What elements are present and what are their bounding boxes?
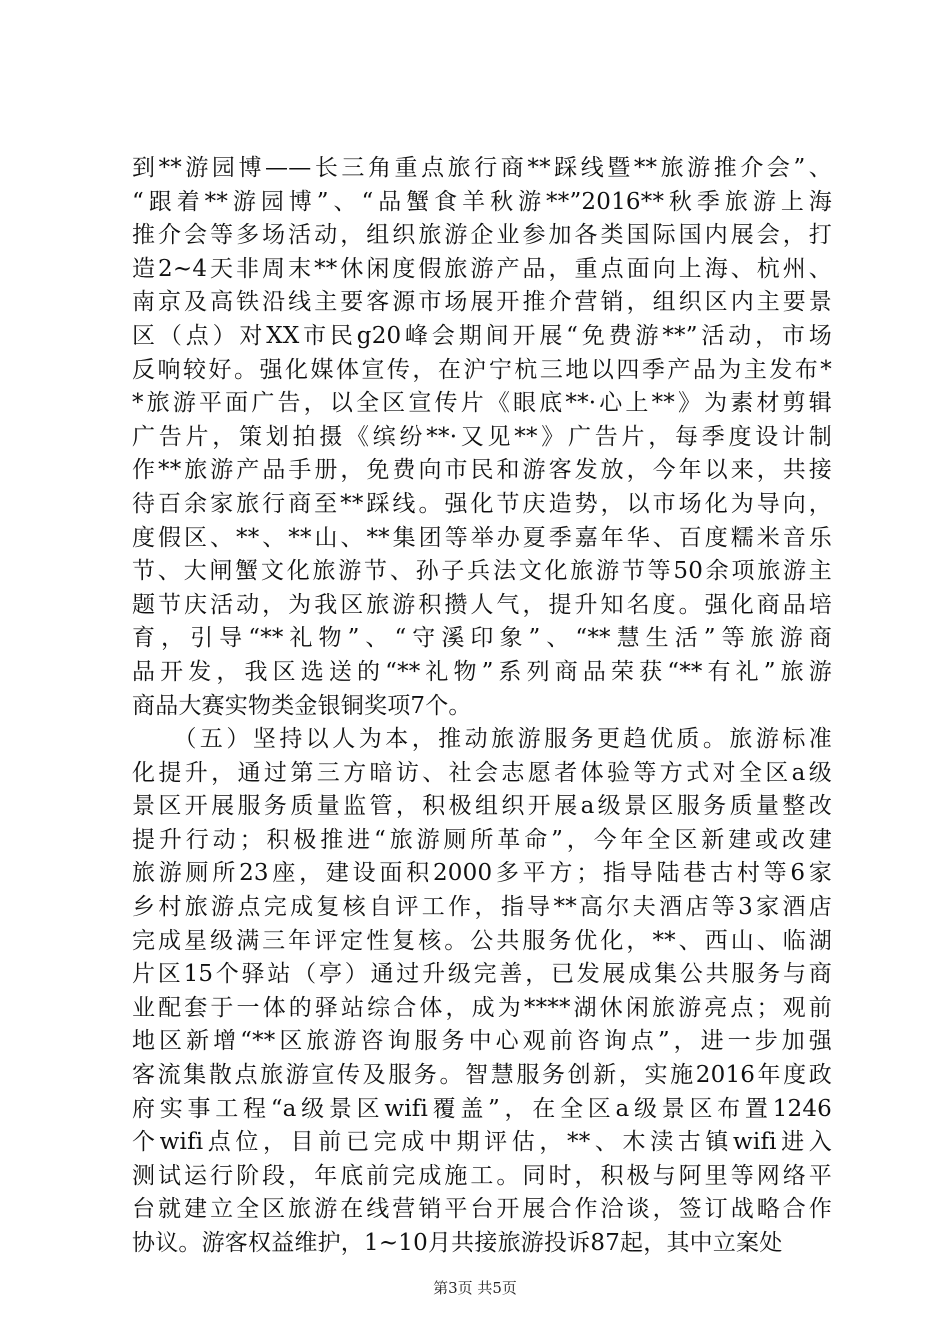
text-line: 个wifi点位，目前已完成中期评估，**、木渎古镇wifi进入 [132,1129,832,1156]
text-line: 造2~4天非周末**休闲度假旅游产品，重点面向上海、杭州、 [132,255,832,282]
text-line: 景区开展服务质量监管，积极组织开展a级景区服务质量整改 [132,793,832,820]
document-body [132,152,832,1261]
text-line: 完成星级满三年评定性复核。公共服务优化，**、西山、临湖 [132,927,832,954]
text-line: 度假区、**、**山、**集团等举办夏季嘉年华、百度糯米音乐 [132,524,832,551]
text-line: 节、大闸蟹文化旅游节、孙子兵法文化旅游节等50余项旅游主 [132,558,832,585]
text-line: 协议。游客权益维护，1~10月共接旅游投诉87起，其中立案处 [132,1230,783,1256]
text-line: 府实事工程“a级景区wifi覆盖”，在全区a级景区布置1246 [132,1095,832,1122]
text-line: 到**游园博——长三角重点旅行商**踩线暨**旅游推介会”、 [132,155,832,181]
text-line: 反响较好。强化媒体宣传，在沪宁杭三地以四季产品为主发布* [132,356,832,383]
text-line: 业配套于一体的驿站综合体，成为****湖休闲旅游亮点；观前 [132,994,832,1021]
text-line: （五）坚持以人为本，推动旅游服务更趋优质。旅游标准 [132,726,832,753]
text-line: 地区新增“**区旅游咨询服务中心观前咨询点”，进一步加强 [132,1028,832,1055]
text-line: 品开发，我区选送的“**礼物”系列商品荣获“**有礼”旅游 [132,658,832,685]
text-line: 待百余家旅行商至**踩线。强化节庆造势，以市场化为导向， [132,490,832,517]
text-line: 区（点）对XX市民g20峰会期间开展“免费游**”活动，市场 [132,322,832,349]
text-line: 测试运行阶段，年底前完成施工。同时，积极与阿里等网络平 [132,1162,832,1189]
text-line: “跟着**游园博”、“品蟹食羊秋游**”2016**秋季旅游上海 [132,188,832,215]
text-line: 旅游厕所23座，建设面积2000多平方；指导陆巷古村等6家 [132,860,832,887]
text-line: 商品大赛实物类金银铜奖项7个。 [132,692,472,719]
text-line: 南京及高铁沿线主要客源市场展开推介营销，组织区内主要景 [132,289,832,316]
text-line: 题节庆活动，为我区旅游积攒人气，提升知名度。强化商品培 [132,591,832,618]
text-line: 台就建立全区旅游在线营销平台开展合作洽谈，签订战略合作 [132,1196,832,1223]
text-line: *旅游平面广告，以全区宣传片《眼底**·心上**》为素材剪辑 [132,390,832,417]
text-line: 提升行动；积极推进“旅游厕所革命”，今年全区新建或改建 [132,826,832,853]
text-line: 客流集散点旅游宣传及服务。智慧服务创新，实施2016年度政 [132,1062,832,1089]
text-line: 片区15个驿站（亭）通过升级完善，已发展成集公共服务与商 [132,961,832,988]
text-line: 化提升，通过第三方暗访、社会志愿者体验等方式对全区a级 [132,759,832,786]
text-line: 乡村旅游点完成复核自评工作，指导**高尔夫酒店等3家酒店 [132,894,832,921]
page-footer: 第3页 共5页 [433,1279,517,1297]
text-line: 推介会等多场活动，组织旅游企业参加各类国际国内展会，打 [132,222,832,249]
text-line: 育，引导“**礼物”、“守溪印象”、“**慧生活”等旅游商 [132,625,832,652]
text-line: 广告片，策划拍摄《缤纷**·又见**》广告片，每季度设计制 [132,423,832,450]
text-line: 作**旅游产品手册，免费向市民和游客发放，今年以来，共接 [132,457,832,484]
